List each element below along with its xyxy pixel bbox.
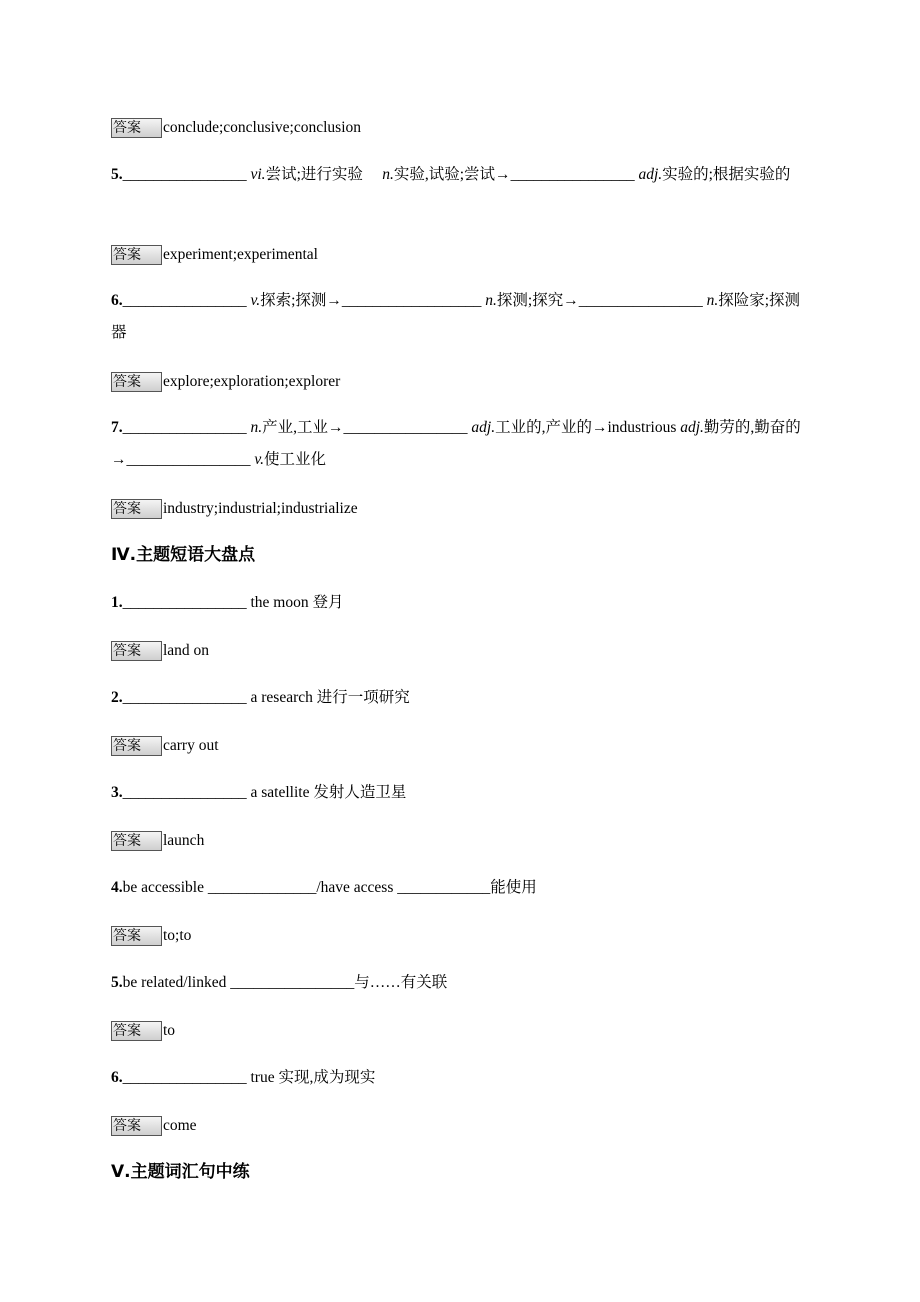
- answer-badge: 答案: [111, 736, 162, 756]
- answer-text: explore;exploration;explorer: [163, 373, 341, 390]
- phrase-question: 5.be related/linked ________________与……有关联: [111, 974, 448, 991]
- answer-line: [111, 499, 358, 519]
- answer-badge: 答案: [111, 1021, 162, 1041]
- section-heading-4: Ⅳ.主题短语大盘点: [111, 545, 256, 565]
- answer-text: launch: [163, 832, 205, 849]
- answer-text: industry;industrial;industrialize: [163, 500, 358, 517]
- answer-badge: 答案: [111, 831, 162, 851]
- phrase-question: 1.________________ the moon 登月: [111, 594, 344, 611]
- answer-line: [111, 118, 361, 138]
- phrase-question: 3.________________ a satellite 发射人造卫星: [111, 784, 407, 801]
- answer-line: [111, 831, 204, 851]
- answer-line: [111, 641, 209, 661]
- answer-text: conclude;conclusive;conclusion: [163, 119, 361, 136]
- answer-text: to;to: [163, 927, 192, 944]
- answer-line: [111, 372, 340, 392]
- answer-text: land on: [163, 642, 210, 659]
- answer-line: [111, 926, 191, 946]
- answer-line: [111, 1021, 175, 1041]
- question-6: 6.________________ v.探索;探测→__________________ n.探测;探究→________________ n.探险家;探测器: [111, 292, 801, 341]
- answer-line: [111, 245, 318, 265]
- phrase-question: 4.be accessible ______________/have access ____________能使用: [111, 879, 537, 896]
- answer-text: experiment;experimental: [163, 246, 318, 263]
- answer-badge: 答案: [111, 118, 162, 138]
- answer-badge: 答案: [111, 372, 162, 392]
- answer-line: [111, 1116, 197, 1136]
- phrase-question: 6.________________ true 实现,成为现实: [111, 1069, 376, 1086]
- answer-text: to: [163, 1022, 176, 1039]
- answer-badge: 答案: [111, 499, 162, 519]
- answer-badge: 答案: [111, 641, 162, 661]
- question-5: 5.________________ vi.尝试;进行实验 n.实验,试验;尝试→________________ adj.实验的;根据实验的: [111, 166, 791, 183]
- answer-text: carry out: [163, 737, 219, 754]
- answer-badge: 答案: [111, 926, 162, 946]
- question-7: 7.________________ n.产业,工业→________________ adj.工业的,产业的→industrious adj.勤劳的,勤奋的→________________ v.使工业化: [111, 419, 801, 468]
- answer-badge: 答案: [111, 1116, 162, 1136]
- answer-text: come: [163, 1117, 197, 1134]
- section-heading-5: Ⅴ.主题词汇句中练: [111, 1162, 250, 1182]
- phrase-question: 2.________________ a research 进行一项研究: [111, 689, 410, 706]
- answer-badge: 答案: [111, 245, 162, 265]
- answer-line: [111, 736, 219, 756]
